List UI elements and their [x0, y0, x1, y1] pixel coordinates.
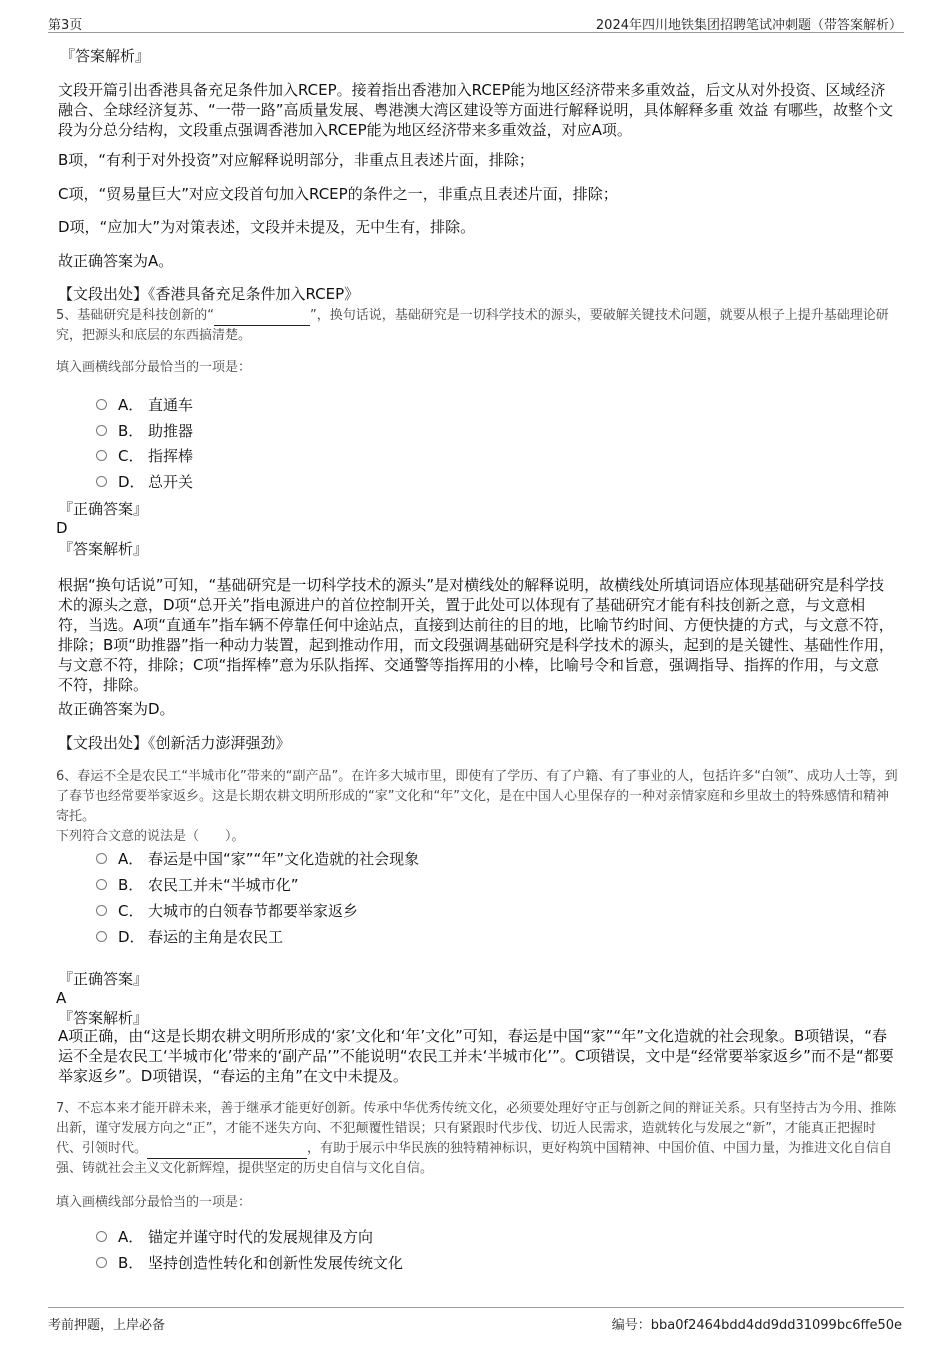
- q6-analysis: A项正确，由“这是长期农耕文明所形成的‘家’文化和‘年’文化”可知，春运是中国“家”“年”文化造就的社会现象。B项错误，“春运不全是农民工‘半城市化’带来的‘副产品’”不能说明“农民工并未‘半城市化’”。C项错误，文中是“经常要举家返乡”而不是“都要举家返乡”。D项错误，“春运的主角”在文中未提及。: [58, 1027, 894, 1085]
- document-code: 编号：bba0f2464bdd4dd9dd31099bc6ffe50e: [611, 1318, 902, 1333]
- q5-prompt: 填入画横线部分最恰当的一项是：: [56, 360, 252, 375]
- q5-option-c[interactable]: C． 指挥棒: [96, 445, 193, 467]
- q6-analysis-title: 『答案解析』: [58, 1009, 149, 1027]
- q4-final-answer: 故正确答案为A。: [58, 252, 174, 270]
- page-footer: [48, 1307, 904, 1334]
- radio-icon[interactable]: [96, 853, 107, 864]
- radio-icon[interactable]: [96, 450, 107, 461]
- radio-icon[interactable]: [96, 425, 107, 436]
- q7-option-a[interactable]: A． 锚定并谨守时代的发展规律及方向: [96, 1226, 373, 1248]
- q5-final-answer: 故正确答案为D。: [58, 700, 175, 718]
- radio-icon[interactable]: [96, 931, 107, 942]
- q5-source: 【文段出处】《创新活力澎湃强劲》: [58, 734, 291, 752]
- q7-prompt: 填入画横线部分最恰当的一项是：: [56, 1195, 252, 1210]
- q5-analysis-title: 『答案解析』: [58, 540, 149, 558]
- q6-answer: A: [56, 989, 67, 1007]
- q6-option-a[interactable]: A． 春运是中国“家”“年”文化造就的社会现象: [96, 848, 419, 870]
- radio-icon[interactable]: [96, 905, 107, 916]
- q4-analysis-paragraph: 文段开篇引出香港具备充足条件加入RCEP。接着指出香港加入RCEP能为地区经济带来多重效益，后文从对外投资、区域经济融合、全球经济复苏、“一带一路”高质量发展、粤港澳大湾区建设等方面进行解释说明，具体解释多重 效益 有哪些，故整个文段为分总分结构，文段重点强调香港加入RCEP能为地区经济带来多重效益，对应A项。: [58, 81, 894, 139]
- q4-option-d-analysis: D项，“应加大”为对策表述，文段并未提及，无中生有，排除。: [58, 218, 476, 236]
- q4-option-b-analysis: B项，“有利于对外投资”对应解释说明部分，非重点且表述片面，排除；: [58, 151, 534, 169]
- fill-blank: [214, 311, 310, 326]
- radio-icon[interactable]: [96, 879, 107, 890]
- q5-option-d[interactable]: D． 总开关: [96, 471, 193, 493]
- q4-option-c-analysis: C项，“贸易量巨大”对应文段首句加入RCEP的条件之一，非重点且表述片面，排除；: [58, 185, 618, 203]
- q6-prompt: 下列符合文意的说法是（ ）。: [56, 829, 245, 844]
- q5-answer: D: [56, 519, 68, 537]
- radio-icon[interactable]: [96, 1257, 107, 1268]
- q6-stem: 6、春运不全是农民工“半城市化”带来的“副产品”。在许多大城市里，即使有了学历、有了户籍、有了事业的人，包括许多“白领”、成功人士等，到了春节也经常要举家返乡。这是长期农耕文明所形成的“家”文化和“年”文化，是在中国人心里保存的一种对亲情家庭和乡里故土的特殊感情和精神寄托。: [56, 769, 898, 824]
- q6-answer-title: 『正确答案』: [58, 970, 149, 988]
- radio-icon[interactable]: [96, 476, 107, 487]
- radio-icon[interactable]: [96, 1231, 107, 1242]
- q7-option-b[interactable]: B． 坚持创造性转化和创新性发展传统文化: [96, 1252, 403, 1274]
- q7-stem: 7、不忘本来才能开辟未来，善于继承才能更好创新。传承中华优秀传统文化，必须要处理好守正与创新之间的辩证关系。只有坚持古为今用、推陈出新，谨守发展方向之“正”，才能不迷失方向、不犯颠覆性错误；只有紧跟时代步伐、切近人民需求，造就转化与发展之“新”，才能真正把握时代、引领时代。 ，有助于展示中华民族的独特精神标识，更好构筑中国精神、中国价值、中国力量，为推进文化自信自强、铸就社会主义文化新辉煌，提供坚定的历史自信与文化自信。: [56, 1101, 897, 1176]
- q4-source: 【文段出处】《香港具备充足条件加入RCEP》: [58, 285, 360, 303]
- document-title: 2024年四川地铁集团招聘笔试冲刺题（带答案解析）: [595, 18, 902, 33]
- q5-option-a[interactable]: A． 直通车: [96, 394, 193, 416]
- q5-option-b[interactable]: B． 助推器: [96, 420, 193, 442]
- page-header: [48, 10, 904, 33]
- q5-stem: 5、基础研究是科技创新的“ ”，换句话说，基础研究是一切科学技术的源头，要破解关键技术问题，就要从根子上提升基础理论研究，把源头和底层的东西搞清楚。: [56, 308, 889, 343]
- q6-option-d[interactable]: D． 春运的主角是农民工: [96, 926, 283, 948]
- radio-icon[interactable]: [96, 399, 107, 410]
- q6-option-c[interactable]: C． 大城市的白领春节都要举家返乡: [96, 900, 358, 922]
- q4-analysis-title: 『答案解析』: [60, 47, 151, 65]
- q6-option-b[interactable]: B． 农民工并未“半城市化”: [96, 874, 299, 896]
- page-number: 第3页: [48, 18, 83, 33]
- q5-answer-title: 『正确答案』: [58, 500, 149, 518]
- fill-blank: [147, 1144, 307, 1159]
- q5-analysis: 根据“换句话说”可知，“基础研究是一切科学技术的源头”是对横线处的解释说明，故横线处所填词语应体现基础研究是科学技术的源头之意，D项“总开关”指电源进户的首位控制开关，置于此处可以体现有了基础研究才能有科技创新之意，与文意相符，当选。A项“直通车”指车辆不停靠任何中途站点，直接到达前往的目的地，比喻节约时间、方便快捷的方式，与文意不符，排除；B项“助推器”指一种动力装置，起到推动作用，而文段强调基础研究是科学技术的源头，起到的是关键性、基础性作用，与文意不符，排除；C项“指挥棒”意为乐队指挥、交通警等指挥用的小棒，比喻号令和旨意，强调指导、指挥的作用，与文意不符，排除。: [58, 576, 894, 694]
- footer-slogan: 考前押题，上岸必备: [48, 1318, 166, 1333]
